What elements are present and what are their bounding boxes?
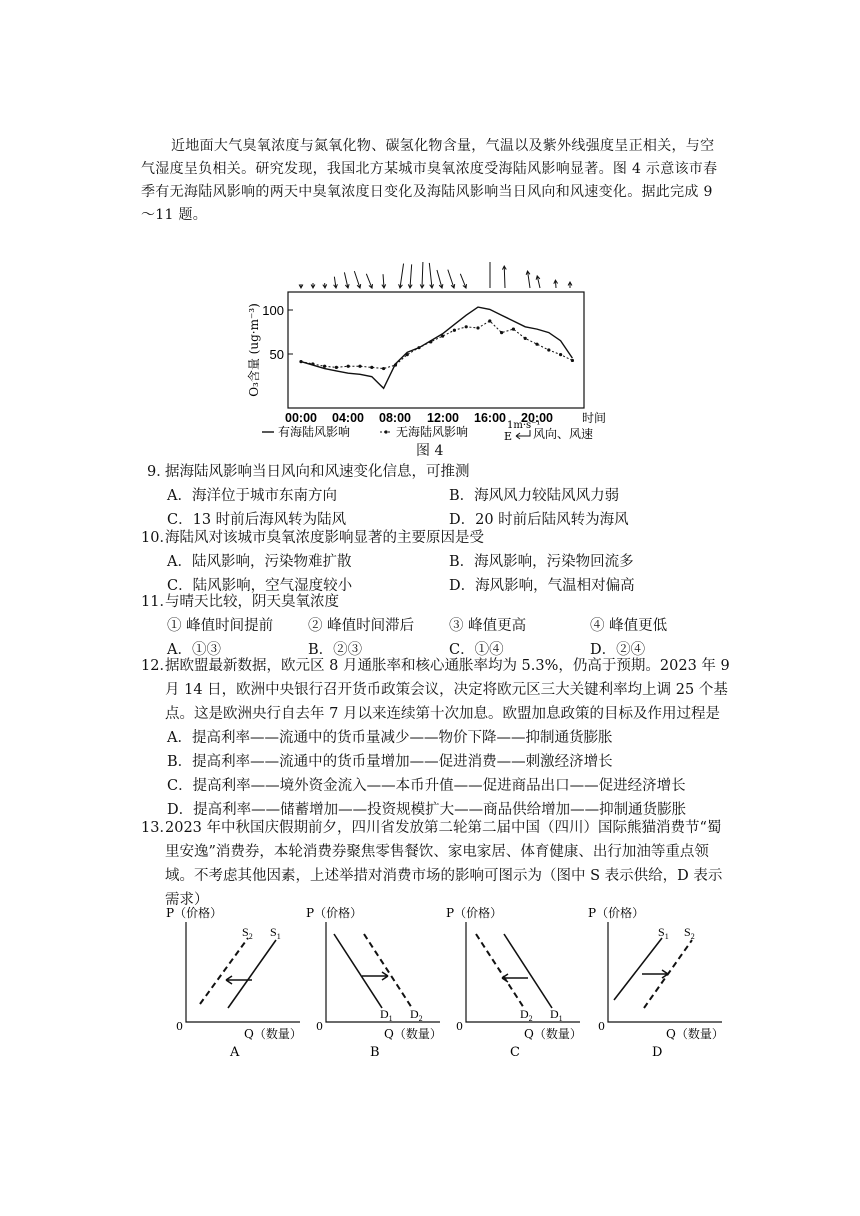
q11-statement-3: ③ 峰值更高 xyxy=(449,618,527,634)
graph-letter-b: B xyxy=(370,1045,380,1060)
wind-arrow-icon xyxy=(299,284,303,288)
wind-arrow-icon xyxy=(526,271,530,288)
origin-label: 0 xyxy=(598,1020,605,1033)
wind-arrow-icon xyxy=(311,283,315,288)
curve-label-1: $D_1$ xyxy=(380,1007,393,1023)
q13-number: 13． xyxy=(141,820,174,836)
origin-label: 0 xyxy=(176,1020,183,1033)
wind-arrow-icon xyxy=(344,272,349,288)
shift-right-arrow-icon xyxy=(642,970,668,978)
series-lines xyxy=(299,307,574,388)
series-point-without-breeze xyxy=(323,365,326,368)
series-line-with-breeze xyxy=(301,307,572,388)
graph-letter-a: A xyxy=(230,1045,240,1060)
wind-arrow-icon xyxy=(323,283,327,288)
q11-number: 11． xyxy=(141,594,174,610)
xtick-0000: 00:00 xyxy=(285,411,317,425)
q-axis-label: Q（数量） xyxy=(244,1027,302,1041)
series-point-without-breeze xyxy=(547,348,550,351)
series-point-without-breeze xyxy=(524,337,527,340)
q9-option-c[interactable]: C．13 时前后海风转为陆风 xyxy=(167,512,347,528)
wind-arrow-icon xyxy=(429,263,433,288)
graph-letter-d: D xyxy=(652,1045,663,1060)
wind-arrow-icon xyxy=(437,270,443,288)
q9-stem: 据海陆风影响当日风向和风速变化信息，可推测 xyxy=(165,464,470,480)
q11-statement-4: ④ 峰值更低 xyxy=(590,618,668,634)
series-point-without-breeze xyxy=(500,331,503,334)
series-point-without-breeze xyxy=(535,343,538,346)
series-point-without-breeze xyxy=(476,326,479,329)
wind-arrows xyxy=(299,262,572,288)
ytick-100: 100 xyxy=(262,303,284,318)
ytick-50: 50 xyxy=(269,347,284,362)
wind-arrow-icon xyxy=(366,274,372,288)
wind-scale-speed: 1m·s⁻¹ xyxy=(507,420,541,431)
graph-option-b[interactable] xyxy=(300,904,450,1064)
graph-letter-c: C xyxy=(510,1045,520,1060)
q11-stem: 与晴天比较，阴天臭氧浓度 xyxy=(165,594,339,610)
series-point-without-breeze xyxy=(382,367,385,370)
q10-stem: 海陆风对该城市臭氧浓度影响显著的主要原因是受 xyxy=(165,530,484,546)
series-point-without-breeze xyxy=(417,346,420,349)
q12-option-d[interactable]: D．提高利率——储蓄增加——投资规模扩大——商品供给增加——抑制通货膨胀 xyxy=(167,802,687,818)
q12-option-a[interactable]: A．提高利率——流通中的货币量减少——物价下降——抑制通货膨胀 xyxy=(167,730,613,746)
q9-number: 9． xyxy=(147,464,171,480)
intro-passage xyxy=(141,135,726,227)
q10-option-d[interactable]: D．海风影响，气温相对偏高 xyxy=(449,578,635,594)
p-axis-label: P（价格） xyxy=(446,906,503,920)
y-axis-label: O₃含量 (ug·m⁻³) xyxy=(247,303,261,397)
shift-left-arrow-icon xyxy=(226,976,252,984)
graph-option-d[interactable] xyxy=(582,904,732,1064)
intro-text: 近地面大气臭氧浓度与氮氧化物、碳氢化物含量，气温以及紫外线强度呈正相关，与空气湿度呈负相关。研究发现，我国北方某城市臭氧浓度受海陆风影响显著。图 4 示意该市春季有无海陆风影响的两天中臭氧浓度日变化及海陆风影响当日风向和风速变化。据此完成 9～11 题。 xyxy=(141,138,718,223)
series-point-without-breeze xyxy=(299,360,302,363)
p-axis-label: P（价格） xyxy=(588,906,645,920)
q12-number: 12． xyxy=(141,658,174,674)
figure-4-chart xyxy=(240,262,620,462)
q11-statement-2: ② 峰值时间滞后 xyxy=(308,618,415,634)
wind-arrow-icon xyxy=(408,264,412,288)
wind-arrow-icon xyxy=(536,276,540,288)
plot-frame xyxy=(288,292,584,408)
q11-option-a[interactable]: A．①③ xyxy=(167,642,221,658)
series-point-without-breeze xyxy=(465,325,468,328)
question-12 xyxy=(141,654,731,822)
curve-label-2: $S_2$ xyxy=(684,925,695,941)
figure-4-caption: 图 4 xyxy=(416,443,444,459)
wind-scale-direction: E xyxy=(504,430,513,443)
wind-arrow-icon xyxy=(488,262,492,288)
q10-option-b[interactable]: B．海风影响，污染物回流多 xyxy=(449,554,634,570)
wind-arrow-icon xyxy=(448,270,455,288)
q13-stem: 2023 年中秋国庆假期前夕，四川省发放第二轮第二届中国（四川）国际熊猫消费节“蜀里安逸”消费券，本轮消费券聚焦零售餐饮、家电家居、体育健康、出行加油等重点领域。不考虑其他因素，上述举措对消费市场的影响可图示为（图中 S 表示供给，D 表示需求） xyxy=(165,820,723,908)
question-9 xyxy=(141,460,731,532)
q-axis-label: Q（数量） xyxy=(524,1027,582,1041)
curve-label-1: $S_1$ xyxy=(658,925,669,941)
series-point-without-breeze xyxy=(453,329,456,332)
wind-arrow-icon xyxy=(354,271,360,288)
q9-option-d[interactable]: D．20 时前后陆风转为海风 xyxy=(449,512,629,528)
series-point-without-breeze xyxy=(441,334,444,337)
p-axis-label: P（价格） xyxy=(306,906,363,920)
series-point-without-breeze xyxy=(394,363,397,366)
series-point-without-breeze xyxy=(406,353,409,356)
series-point-without-breeze xyxy=(571,359,574,362)
q-axis-label: Q（数量） xyxy=(384,1027,442,1041)
wind-arrow-icon xyxy=(399,264,404,288)
legend-with-sea-land-breeze: 有海陆风影响 xyxy=(278,425,351,439)
x-axis-label: 时间 xyxy=(582,411,607,425)
q10-option-a[interactable]: A．陆风影响，污染物难扩散 xyxy=(167,554,352,570)
series-point-without-breeze xyxy=(512,328,515,331)
q10-option-c[interactable]: C．陆风影响，空气湿度较小 xyxy=(167,578,353,594)
wind-arrow-icon xyxy=(568,282,572,288)
q11-option-c[interactable]: C．①④ xyxy=(449,642,504,658)
xtick-2000: 20:00 xyxy=(521,411,553,425)
curve-label-1: $S_2$ xyxy=(242,925,253,941)
series-point-without-breeze xyxy=(358,365,361,368)
legend-wind: 风向、风速 xyxy=(533,427,594,441)
series-point-without-breeze xyxy=(311,362,314,365)
question-10 xyxy=(141,526,731,598)
wind-arrow-icon xyxy=(420,262,424,288)
q12-option-c[interactable]: C．提高利率——境外资金流入——本币升值——促进商品出口——促进经济增长 xyxy=(167,778,686,794)
wind-arrow-icon xyxy=(382,274,386,288)
series-point-without-breeze xyxy=(559,353,562,356)
origin-label: 0 xyxy=(316,1020,323,1033)
series-point-without-breeze xyxy=(335,366,338,369)
q11-option-d[interactable]: D．②④ xyxy=(590,642,646,658)
q12-stem: 据欧盟最新数据，欧元区 8 月通胀率和核心通胀率均为 5.3%，仍高于预期。2023 年 9 月 14 日，欧洲中央银行召开货币政策会议，决定将欧元区三大关键利率均上调 25 个基点。这是欧洲央行自去年 7 月以来连续第十次加息。欧盟加息政策的目标及作用过程是 xyxy=(165,658,730,722)
wind-arrow-icon xyxy=(334,277,338,288)
xtick-0400: 04:00 xyxy=(332,411,364,425)
q10-number: 10． xyxy=(141,530,174,546)
series-point-without-breeze xyxy=(488,319,491,322)
wind-arrow-icon xyxy=(502,266,506,288)
question-13 xyxy=(141,816,731,912)
series-point-without-breeze xyxy=(347,365,350,368)
q12-option-b[interactable]: B．提高利率——流通中的货币量增加——促进消费——刺激经济增长 xyxy=(167,754,613,770)
question-11 xyxy=(141,590,731,662)
q11-statement-1: ① 峰值时间提前 xyxy=(167,618,274,634)
wind-arrow-icon xyxy=(460,274,466,288)
curve-label-2: $D_1$ xyxy=(550,1007,563,1023)
series-point-without-breeze xyxy=(370,366,373,369)
shift-left-arrow-icon xyxy=(502,974,528,982)
xtick-1600: 16:00 xyxy=(474,411,506,425)
p-axis-label: P（价格） xyxy=(166,906,223,920)
q11-option-b[interactable]: B．②③ xyxy=(308,642,363,658)
graph-option-c[interactable] xyxy=(440,904,590,1064)
graph-option-a[interactable] xyxy=(160,904,310,1064)
q-axis-label: Q（数量） xyxy=(666,1027,724,1041)
wind-scale-arrow-icon xyxy=(516,430,530,439)
q9-option-a[interactable]: A．海洋位于城市东南方向 xyxy=(167,488,337,504)
origin-label: 0 xyxy=(456,1020,463,1033)
xtick-0800: 08:00 xyxy=(379,411,411,425)
series-point-without-breeze xyxy=(429,340,432,343)
curve-label-2: $D_2$ xyxy=(410,1007,423,1023)
q9-option-b[interactable]: B．海风风力较陆风风力弱 xyxy=(449,488,620,504)
shift-right-arrow-icon xyxy=(362,972,388,980)
legend-without-sea-land-breeze: 无海陆风影响 xyxy=(396,425,469,439)
wind-arrow-icon xyxy=(554,280,558,288)
curve-label-1: $D_2$ xyxy=(520,1007,533,1023)
curve-label-2: $S_1$ xyxy=(270,925,281,941)
xtick-1200: 12:00 xyxy=(427,411,459,425)
